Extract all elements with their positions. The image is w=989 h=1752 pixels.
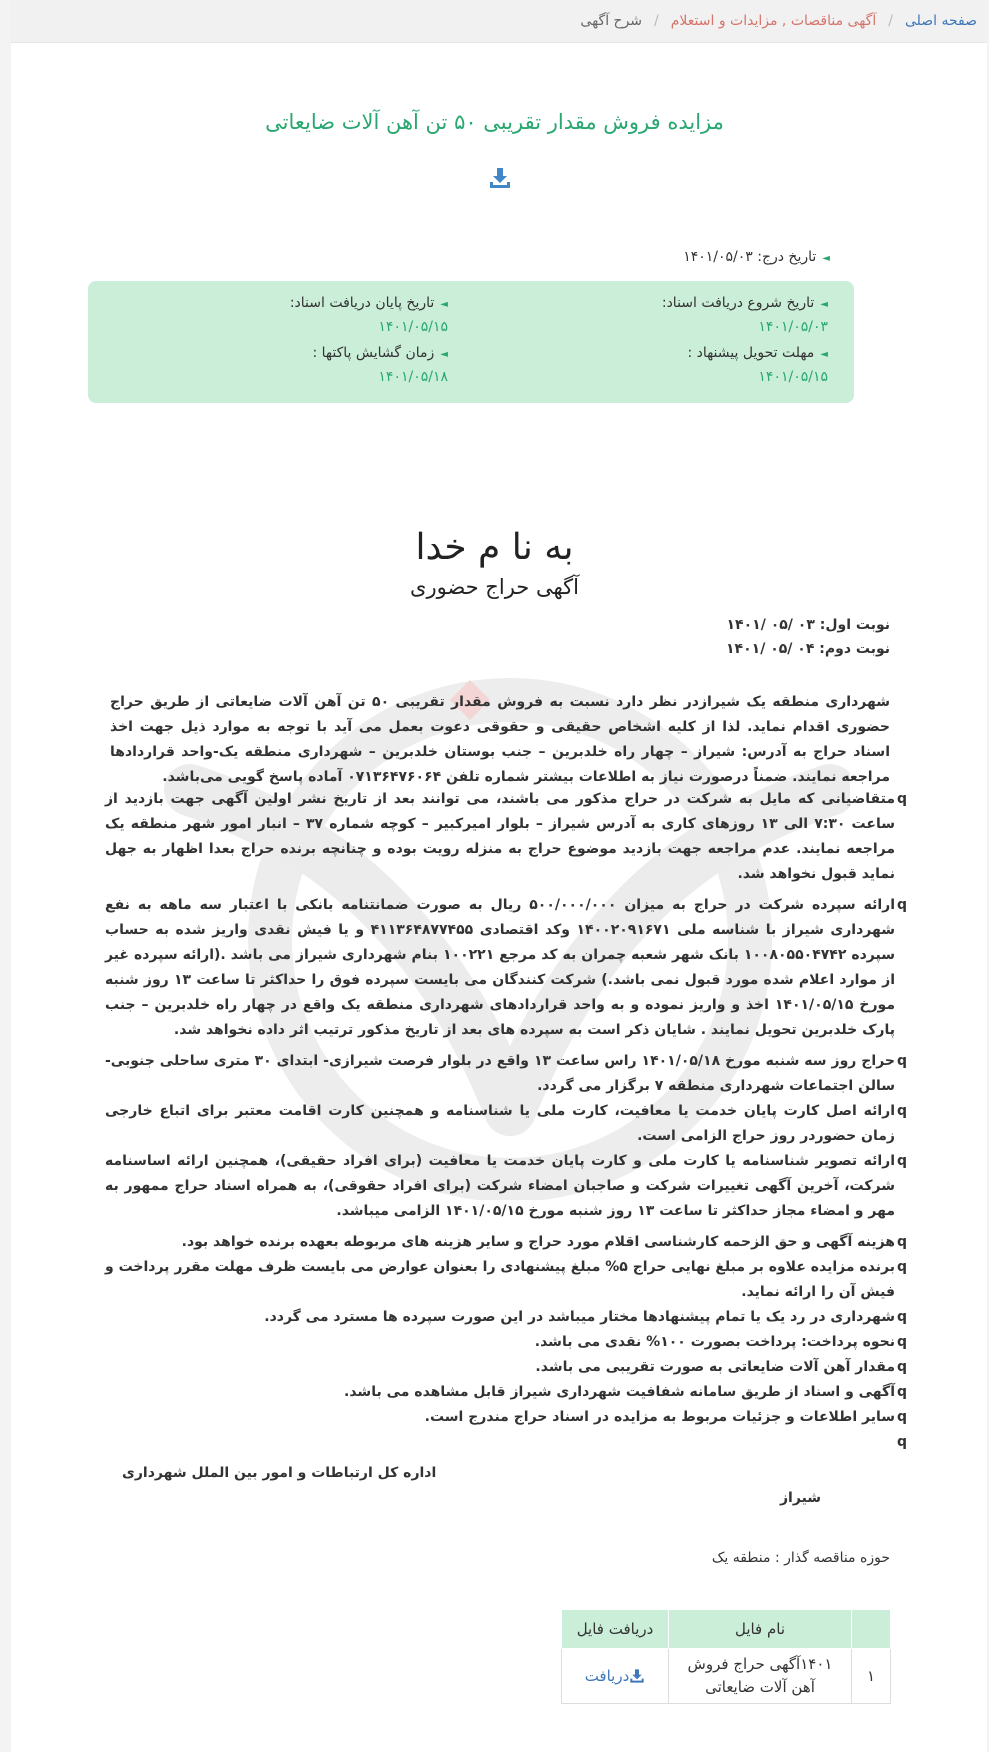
- download-label: دریافت: [584, 1666, 630, 1685]
- list-item-text: حراج روز سه شنبه مورخ ۱۴۰۱/۰۵/۱۸ راس ساعت ۱۳ واقع در بلوار فرصت شیرازی- ابتدای ۳۰ متری ساحلی جنوبی- سالن اجتماعات شهرداری منطقه ۷ برگزار می گردد.: [105, 1053, 895, 1094]
- second-publish-date: نوبت دوم: ۰۴ /۰۵ /۱۴۰۱: [726, 641, 890, 657]
- caret-left-icon: ◄: [820, 349, 828, 360]
- deadline-date: [518, 345, 828, 385]
- table-row: [562, 1649, 891, 1704]
- bullet-marker: q: [896, 1384, 907, 1400]
- list-item-text: ارائه تصویر شناسنامه یا کارت ملی و کارت پایان خدمت یا معافیت (برای افراد حقیقی)، همچنین ارائه اساسنامه شرکت، آخرین آگهی تغییرات شرکت و صاجبان امضاء شرکت (برای افراد حقوقی)، به همراه اسناد حراج ممهور به مهر و امضاء مجاز حداکثر تا ساعت ۱۳ روز شنبه مورخ ۱۴۰۱/۰۵/۱۵ الزامی میباشد.: [105, 1153, 895, 1219]
- list-item-text: ارائه اصل کارت پایان خدمت یا معافیت، کارت ملی یا شناسنامه و همچنین کارت اقامت معتبر برای اتباع خارجی زمان حضوردر روز حراج الزامی است.: [105, 1103, 895, 1144]
- announcement-items: [105, 787, 907, 1450]
- signature-city: شیراز: [780, 1490, 822, 1506]
- start-docs-value: ۱۴۰۱/۰۵/۰۳: [758, 319, 828, 335]
- list-item-text: سایر اطلاعات و جزئیات مربوط به مزایده در اسناد حراج مندرج است.: [424, 1409, 895, 1425]
- list-item: [105, 1405, 905, 1430]
- bullet-marker: q: [896, 1234, 907, 1250]
- breadcrumb-current: شرح آگهی: [580, 13, 643, 29]
- bullet-marker: q: [896, 1409, 907, 1425]
- breadcrumb-home-link[interactable]: صفحه اصلی: [904, 13, 977, 29]
- bullet-marker: q: [896, 1103, 907, 1119]
- bullet-marker: q: [896, 1309, 907, 1325]
- list-item: [105, 1149, 905, 1224]
- list-item: [105, 1330, 905, 1355]
- end-docs-label: تاریخ پایان دریافت اسناد:: [289, 295, 435, 311]
- download-icon[interactable]: [488, 166, 512, 190]
- breadcrumb-separator: /: [654, 13, 659, 29]
- column-header-index: [852, 1610, 891, 1649]
- breadcrumb-tenders-link[interactable]: آگهی مناقصات , مزایدات و استعلام: [670, 13, 877, 29]
- dates-box: [88, 281, 854, 403]
- list-item-text: متقاضیانی که مایل به شرکت در حراج مذکور می باشند، می توانند بعد از تاریخ نشر اولین آگهی جهت بازدید از ساعت ۷:۳۰ الی ۱۳ روزهای کاری به آدرس شیراز – بلوار امیرکبیر – کوچه شماره ۳۷ – انبار امور شهر منطقه یک مراجعه نمایند. عدم مراجعه جهت بازدید موضوع حراج به منزله رویت بوده و چنانچه برنده حراج بعدا اظهار به جهل نماید قبول نخواهد شد.: [105, 791, 895, 882]
- opening-value: ۱۴۰۱/۰۵/۱۸: [378, 369, 448, 385]
- end-docs-date: [118, 295, 448, 335]
- opening-date: [118, 345, 448, 385]
- tender-area: حوزه مناقصه گذار : منطقه یک: [711, 1550, 890, 1566]
- bismillah-heading: به نا م خدا: [415, 527, 574, 568]
- list-item: [105, 1049, 905, 1099]
- start-docs-date: [518, 295, 828, 335]
- caret-left-icon: ◄: [440, 299, 448, 310]
- files-table-header: [562, 1610, 891, 1649]
- bullet-marker: q: [896, 1359, 907, 1375]
- file-name: ۱۴۰۱آگهی حراج فروش آهن آلات ضایعاتی: [669, 1649, 852, 1704]
- list-item: [105, 1230, 905, 1255]
- signature-organization: اداره کل ارتباطات و امور بین الملل شهرداری: [122, 1465, 437, 1481]
- download-icon: [629, 1668, 645, 1684]
- list-item: [105, 1355, 905, 1380]
- opening-label: زمان گشایش پاکتها :: [312, 345, 435, 361]
- list-item-text: مقدار آهن آلات ضایعاتی به صورت تقریبی می باشد.: [535, 1359, 895, 1375]
- bullet-marker: q: [896, 1334, 907, 1350]
- list-item-text: آگهی و اسناد از طریق سامانه شفافیت شهرداری شیراز قابل مشاهده می باشد.: [344, 1384, 895, 1400]
- page-title: مزایده فروش مقدار تقریبی ۵۰ تن آهن آلات ضایعاتی: [265, 110, 724, 134]
- bullet-marker: q: [896, 791, 907, 807]
- bullet-marker: q: [896, 1153, 907, 1169]
- first-publish-date: نوبت اول: ۰۳ /۰۵ /۱۴۰۱: [726, 617, 890, 633]
- list-item: [105, 1305, 905, 1330]
- deadline-value: ۱۴۰۱/۰۵/۱۵: [758, 369, 828, 385]
- row-index: ۱: [852, 1649, 891, 1704]
- column-header-file-name: نام فایل: [669, 1610, 852, 1649]
- insert-date: [640, 249, 830, 265]
- download-link[interactable]: [585, 1667, 646, 1685]
- announcement-intro: شهرداری منطقه یک شیرازدر نظر دارد نسبت به فروش مقدار تقریبی ۵۰ تن آهن آلات ضایعاتی از طریق حراج حضوری اقدام نماید. لذا از کلیه اشخاص حقیقی و حقوقی دعوت بعمل می آید با توجه به موارد ذیل جهت اخذ اسناد حراج به آدرس: شیراز – چهار راه خلدبرین – جنب بوستان خلدبرین – شهرداری منطقه یک-واحد قراردادها مراجعه نمایند. ضمناً درصورت نیاز به اطلاعات بیشتر شماره تلفن ۰۷۱۳۶۴۷۶۰۶۴ آماده پاسخ گویی می‌باشد.: [110, 694, 891, 785]
- list-item: [105, 1255, 905, 1305]
- start-docs-label: تاریخ شروع دریافت اسناد:: [661, 295, 815, 311]
- list-item-text: هزینه آگهی و حق الزحمه کارشناسی اقلام مورد حراج و سایر هزینه های مربوطه بعهده برنده خواهد بود.: [181, 1234, 895, 1250]
- insert-date-value: ۱۴۰۱/۰۵/۰۳: [683, 249, 753, 265]
- deadline-label: مهلت تحویل پیشنهاد :: [687, 345, 815, 361]
- list-item-text: شهرداری در رد یک یا تمام پیشنهادها مختار میباشد در این صورت سپرده ها مسترد می گردد.: [264, 1309, 895, 1325]
- announcement-subtitle: آگهی حراج حضوری: [410, 575, 579, 599]
- list-item: [105, 893, 905, 1043]
- bullet-marker: q: [896, 1053, 907, 1069]
- bullet-marker: q: [896, 1434, 907, 1450]
- breadcrumb-separator: /: [888, 13, 893, 29]
- bullet-marker: q: [896, 1259, 907, 1275]
- list-item-text: برنده مزایده علاوه بر مبلغ نهایی حراج ۵% مبلغ پیشنهادی را بعنوان عوارض می بایست ظرف مهلت مقرر پرداخت و فیش آن را ارائه نماید.: [105, 1259, 895, 1300]
- list-item-text: نحوه پرداخت: پرداخت بصورت ۱۰۰% نقدی می باشد.: [534, 1334, 895, 1350]
- download-cell: [562, 1649, 669, 1704]
- column-header-download: دریافت فایل: [562, 1610, 669, 1649]
- list-item: [105, 1099, 905, 1149]
- breadcrumb: [11, 0, 987, 43]
- list-item: [105, 1380, 905, 1405]
- files-table: [561, 1609, 891, 1704]
- caret-left-icon: ◄: [440, 349, 448, 360]
- caret-left-icon: ◄: [820, 299, 828, 310]
- list-item: [105, 787, 905, 887]
- list-item-text: ارائه سپرده شرکت در حراج به میزان ۵۰۰/۰۰۰/۰۰۰ ریال به صورت ضمانتنامه بانکی با اعتبار سه ماهه به نفع شهرداری شیراز با شناسه ملی ۱۴۰۰۲۰۹۱۶۷۱ وکد اقتصادی ۴۱۱۳۶۴۸۷۷۴۵۵ و یا فیش نقدی واریز شده به حساب سپرده ۱۰۰۸۰۵۵۰۴۷۴۲ بانک شهر شعبه چمران به کد مرجع ۱۰۰۲۲۱ بنام شهرداری شیراز می باشد .(ارائه سپرده غیر از موارد اعلام شده مورد قبول نمی باشد.) شرکت کنندگان می بایست سپرده فوق را حداکثر تا ساعت ۱۳ روز شنبه مورخ ۱۴۰۱/۰۵/۱۵ اخذ و واریز نموده و به واحد قراردادهای شهرداری منطقه یک واقع در چهار راه خلدبرین – جنب پارک خلدبرین تحویل نمایند . شایان ذکر است به سپرده های بعد از تاریخ مذکور ترتیب اثر داده نخواهد شد.: [105, 897, 896, 1038]
- end-docs-value: ۱۴۰۱/۰۵/۱۵: [378, 319, 448, 335]
- caret-left-icon: ◄: [822, 253, 830, 264]
- bullet-marker: q: [896, 897, 907, 913]
- insert-date-label: تاریخ درج:: [757, 249, 817, 265]
